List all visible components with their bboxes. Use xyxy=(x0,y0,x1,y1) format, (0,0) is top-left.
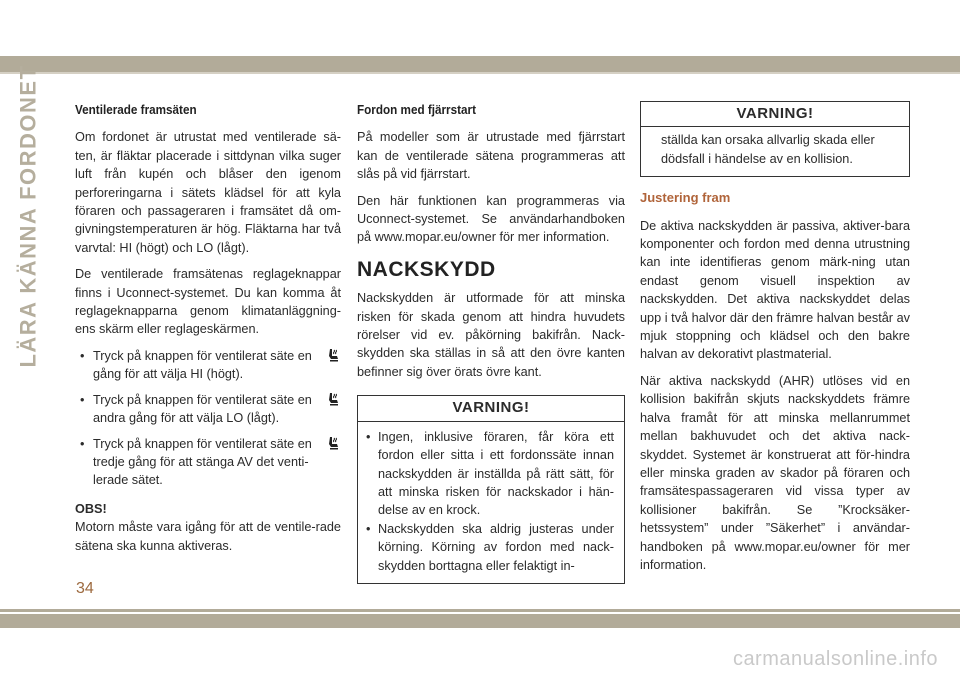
warning-body: ställda kan orsaka allvarlig skada eller dödsfall i händelse av en kollision. xyxy=(661,133,875,166)
paragraph: De ventilerade framsätenas reglageknappar finns i Uconnect-systemet. Du kan komma åt reglageknapparna genom klimatanläggning-ens skärm eller reglageskärmen. xyxy=(75,267,341,337)
warning-list xyxy=(366,428,614,575)
column-3 xyxy=(640,101,910,582)
paragraph: Nackskydden är utformade för att minska risken för skada genom att hindra huvudets rörelser vid ev. påkörning bakifrån. Nack-skydden ska ställas in så att den övre kanten befinner sig över örats övre kant. xyxy=(357,291,625,379)
heading-front-adjustment: Justering fram xyxy=(640,190,731,206)
section-title-head-restraints: NACKSKYDD xyxy=(357,257,496,281)
footer-band xyxy=(0,614,960,628)
list-item-text: Tryck på knappen för ventilerat säte en tredje gång för att stänga AV det venti-lerade sätet. xyxy=(93,436,312,488)
header-rule xyxy=(0,72,960,74)
warning-body xyxy=(358,422,624,583)
list-item-text: Tryck på knappen för ventilerat säte en gång för att välja HI (högt). xyxy=(93,348,312,382)
page-number: 34 xyxy=(76,580,94,597)
warning-title: VARNING! xyxy=(641,102,909,127)
instruction-list xyxy=(75,347,341,490)
column-1 xyxy=(75,101,341,563)
list-item xyxy=(75,391,341,428)
footer-rule xyxy=(0,609,960,612)
ventilated-seat-icon xyxy=(327,392,339,406)
chapter-side-title xyxy=(10,64,48,368)
heading-ventilated-seats: Ventilerade framsäten xyxy=(75,102,197,117)
watermark: carmanualsonline.info xyxy=(732,648,938,670)
column-2 xyxy=(357,101,625,584)
note-text: Motorn måste vara igång för att de ventile-rade sätena ska kunna aktiveras. xyxy=(75,520,341,553)
ventilated-seat-icon xyxy=(327,348,339,362)
list-item-text: Tryck på knappen för ventilerat säte en andra gång för att välja LO (lågt). xyxy=(93,392,312,426)
warning-box xyxy=(357,395,625,584)
list-item xyxy=(75,435,341,490)
heading-remote-start: Fordon med fjärrstart xyxy=(357,102,476,117)
paragraph: På modeller som är utrustade med fjärrstart kan de ventilerade sätena programmeras att slås på vid fjärrstart. xyxy=(357,130,625,182)
paragraph: När aktiva nackskydd (AHR) utlöses vid en kollision bakifrån skjuts nackskyddets främre halva framåt för att minska mellanrummet mellan bakhuvudet och det aktiva nack-skyddet. Systemet är konstruerat att för-hindra eller minska graden av skador på föraren och framsätespassageraren vid vissa typer av kollisioner bakifrån. Se ”Krocksäker-hetssystem” under ”Säkerhet” i användar-handboken på www.mopar.eu/owner för mer information. xyxy=(640,373,910,572)
paragraph: De aktiva nackskydden är passiva, aktiver-bara komponenter och fordon med denna utrustning kan inte identifieras genom märk-ning utan endast genom visuell inspektion av nackskydden. Det aktiva nackskyddet delas upp i två halvor där den främre halvan består av mjuk stoppning och klädsel och den bakre halvan av dekorativt plastmaterial. xyxy=(640,218,910,362)
top-margin xyxy=(0,0,960,56)
ventilated-seat-icon xyxy=(327,436,339,450)
list-item xyxy=(75,347,341,384)
warning-box-continued xyxy=(640,101,910,177)
header-band xyxy=(0,56,960,72)
note-label: OBS! xyxy=(75,501,107,516)
chapter-side-title-text: LÄRA KÄNNA FORDONET xyxy=(16,64,42,368)
paragraph: Om fordonet är utrustat med ventilerade sä-ten, är fläktar placerade i sittdynan vilka suger luft från kupén och blåser den igenom perforeringarna i sätets klädsel för att kyla föraren och passageraren i framsätet då om-givningstemperaturen är hög. Fläktarna har två varvtal: HI (högt) och LO (lågt). xyxy=(75,130,341,255)
warning-title: VARNING! xyxy=(358,396,624,421)
warning-item: • Ingen, inklusive föraren, får köra ett fordon eller sitta i ett fordonssäte innan nackskydden är inställda på rätt sätt, för att minska risken för nackskador i hän-delse av en krock. xyxy=(366,428,614,520)
paragraph: Den här funktionen kan programmeras via Uconnect-systemet. Se användarhandboken på www.mopar.eu/owner för mer information. xyxy=(357,193,625,245)
warning-item: • Nackskydden ska aldrig justeras under körning. Körning av fordon med nack-skydden borttagna eller felaktigt in- xyxy=(366,520,614,575)
